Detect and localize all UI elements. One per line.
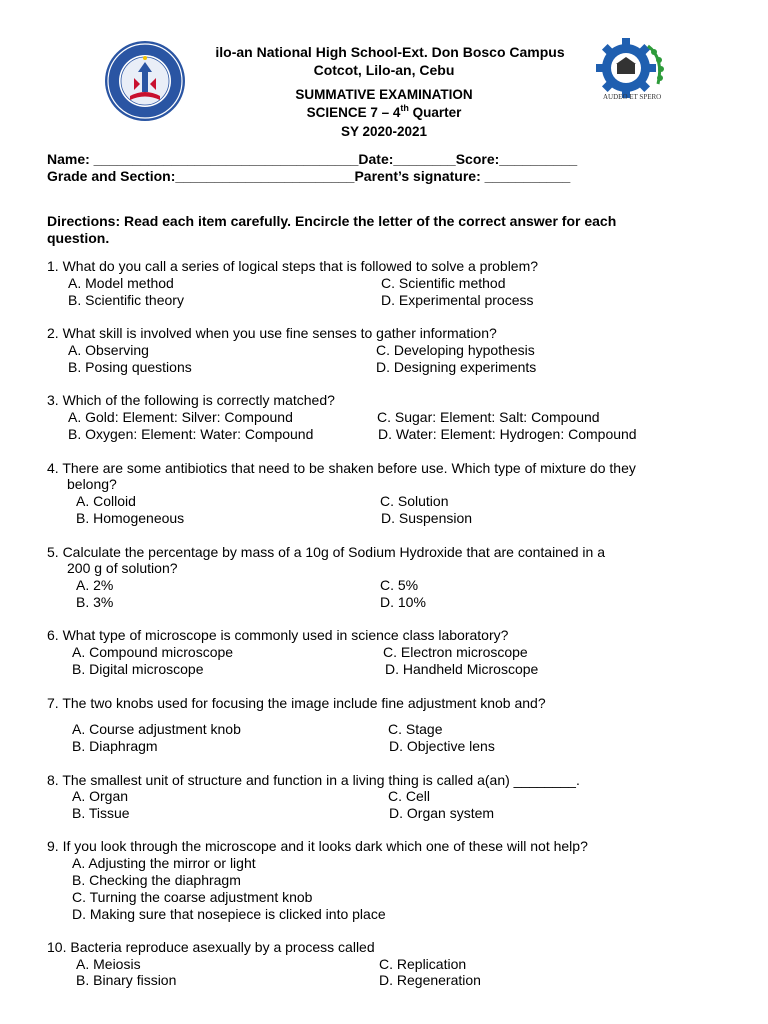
- school-year: SY 2020-2021: [340, 124, 428, 139]
- q4-option-d: D. Suspension: [381, 510, 473, 526]
- q8-option-a: A. Organ: [72, 788, 129, 804]
- name-date-score-line: Name: __________________________________Date:________Score:__________: [47, 151, 578, 167]
- question-8: 8. The smallest unit of structure and function in a living thing is called a(an) ________.: [47, 772, 580, 788]
- exam-subject: SCIENCE 7 – 4th Quarter: [306, 103, 462, 120]
- q1-option-b: B. Scientific theory: [68, 292, 184, 308]
- q4-option-b: B. Homogeneous: [76, 510, 185, 526]
- q6-option-d: D. Handheld Microscope: [385, 661, 539, 677]
- question-4: 4. There are some antibiotics that need to be shaken before use. Which type of mixture do they: [47, 460, 636, 476]
- q5-option-b: B. 3%: [76, 594, 114, 610]
- q10-option-a: A. Meiosis: [76, 956, 141, 972]
- q10-option-c: C. Replication: [379, 956, 467, 972]
- q3-option-d: D. Water: Element: Hydrogen: Compound: [378, 426, 637, 442]
- directions-line-2: question.: [47, 230, 110, 246]
- school-name: ilo-an National High School-Ext. Don Bosco Campus: [215, 44, 565, 60]
- q6-option-b: B. Digital microscope: [72, 661, 204, 677]
- school-address: Cotcot, Lilo-an, Cebu: [313, 62, 455, 78]
- q7-option-b: B. Diaphragm: [72, 738, 158, 754]
- q5-option-c: C. 5%: [380, 577, 419, 593]
- q7-option-d: D. Objective lens: [389, 738, 495, 754]
- question-2: 2. What skill is involved when you use fine senses to gather information?: [47, 325, 497, 341]
- q7-option-c: C. Stage: [388, 721, 443, 737]
- q4-option-a: A. Colloid: [76, 493, 136, 509]
- q6-option-a: A. Compound microscope: [72, 644, 234, 660]
- q6-option-c: C. Electron microscope: [383, 644, 528, 660]
- q7-option-a: A. Course adjustment knob: [72, 721, 241, 737]
- question-5: 5. Calculate the percentage by mass of a 10g of Sodium Hydroxide that are contained in a: [47, 544, 606, 560]
- q10-option-b: B. Binary fission: [76, 972, 177, 988]
- directions-line-1: Directions: Read each item carefully. Encircle the letter of the correct answer for each: [47, 213, 617, 229]
- question-5-cont: 200 g of solution?: [67, 560, 178, 576]
- q9-option-a: A. Adjusting the mirror or light: [72, 855, 256, 871]
- q1-option-d: D. Experimental process: [381, 292, 534, 308]
- logo-motto: AUDEO ET SPERO: [603, 93, 662, 101]
- q9-option-d: D. Making sure that nosepiece is clicked into place: [72, 906, 386, 922]
- q2-option-c: C. Developing hypothesis: [376, 342, 535, 358]
- q5-option-a: A. 2%: [76, 577, 114, 593]
- question-1: 1. What do you call a series of logical steps that is followed to solve a problem?: [47, 258, 539, 274]
- question-7: 7. The two knobs used for focusing the image include fine adjustment knob and?: [47, 695, 546, 711]
- q2-option-b: B. Posing questions: [68, 359, 192, 375]
- q3-option-a: A. Gold: Element: Silver: Compound: [68, 409, 293, 425]
- q9-option-b: B. Checking the diaphragm: [72, 872, 241, 888]
- q8-option-c: C. Cell: [388, 788, 431, 804]
- q5-option-d: D. 10%: [380, 594, 426, 610]
- q3-option-b: B. Oxygen: Element: Water: Compound: [68, 426, 314, 442]
- q10-option-d: D. Regeneration: [379, 972, 481, 988]
- q2-option-a: A. Observing: [68, 342, 149, 358]
- exam-title: SUMMATIVE EXAMINATION: [295, 87, 473, 102]
- q8-option-b: B. Tissue: [72, 805, 130, 821]
- q9-option-c: C. Turning the coarse adjustment knob: [72, 889, 313, 905]
- question-10: 10. Bacteria reproduce asexually by a process called: [47, 939, 375, 955]
- question-6: 6. What type of microscope is commonly used in science class laboratory?: [47, 627, 509, 643]
- q1-option-a: A. Model method: [68, 275, 174, 291]
- q2-option-d: D. Designing experiments: [376, 359, 537, 375]
- q4-option-c: C. Solution: [380, 493, 449, 509]
- question-4-cont: belong?: [67, 476, 117, 492]
- q8-option-d: D. Organ system: [389, 805, 495, 821]
- question-3: 3. Which of the following is correctly matched?: [47, 392, 335, 408]
- q3-option-c: C. Sugar: Element: Salt: Compound: [377, 409, 600, 425]
- question-9: 9. If you look through the microscope and it looks dark which one of these will not help?: [47, 838, 588, 854]
- q1-option-c: C. Scientific method: [381, 275, 506, 291]
- grade-signature-line: Grade and Section:_______________________Parent’s signature: ___________: [47, 168, 571, 184]
